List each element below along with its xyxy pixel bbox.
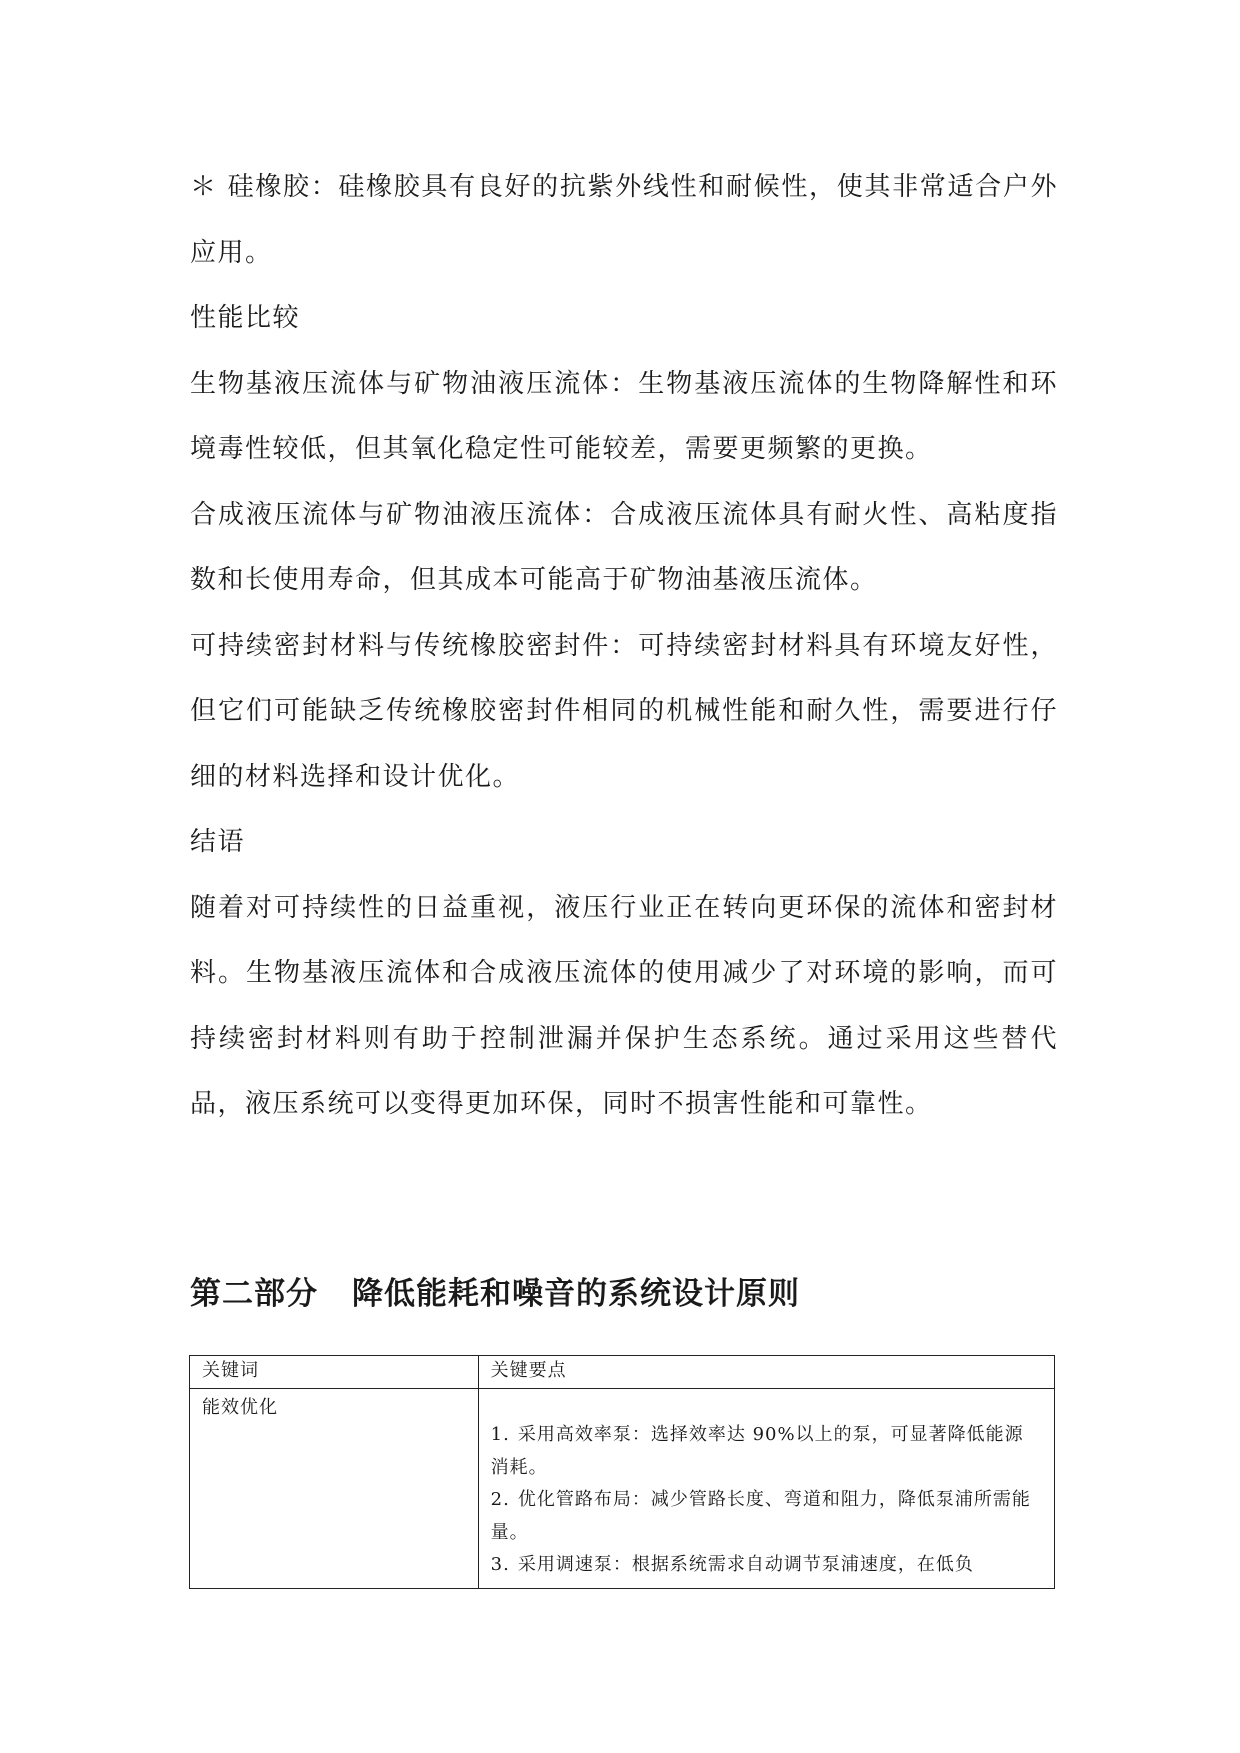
paragraph-silicone-rubber: ＊ 硅橡胶：硅橡胶具有良好的抗紫外线性和耐候性，使其非常适合户外应用。: [190, 172, 1058, 268]
section-title: 降低能耗和噪音的系统设计原则: [352, 1276, 800, 1312]
paragraph-conclusion: 随着对可持续性的日益重视，液压行业正在转向更环保的流体和密封材料。生物基液压流体和合成液压流体的使用减少了对环境的影响，而可持续密封材料则有助于控制泄漏并保护生态系统。通过采用这些替代品，液压系统可以变得更加环保，同时不损害性能和可靠性。: [190, 892, 1058, 1119]
table-row: [190, 1389, 1055, 1589]
section-part-label: 第二部分: [190, 1276, 318, 1312]
list-item-text: 优化管路布局：减少管路长度、弯道和阻力，降低泵浦所需能量。: [490, 1489, 1031, 1543]
paragraph-synthetic-vs-mineral: 合成液压流体与矿物油液压流体：合成液压流体具有耐火性、高粘度指数和长使用寿命，但其成本可能高于矿物油基液压流体。: [190, 499, 1058, 595]
key-points-table: [189, 1355, 1055, 1589]
subheading-performance-comparison: 性能比较: [190, 303, 301, 333]
table-cell-points: [478, 1389, 1054, 1589]
table-header-keyword: 关键词: [190, 1356, 479, 1389]
list-item: [491, 1549, 1042, 1582]
list-item-text: 采用调速泵：根据系统需求自动调节泵浦速度，在低负: [517, 1554, 974, 1575]
body-text: [190, 155, 1058, 1138]
table-header-row: [190, 1356, 1055, 1389]
list-item-number: 2.: [490, 1489, 510, 1510]
list-item-number: 1.: [490, 1424, 510, 1445]
table-cell-keyword: 能效优化: [190, 1389, 479, 1589]
section-heading: [190, 1268, 800, 1313]
table-header-key-points: 关键要点: [478, 1356, 1054, 1389]
subheading-conclusion: 结语: [190, 827, 246, 857]
list-item-text: 采用高效率泵：选择效率达 90%以上的泵，可显著降低能源消耗。: [490, 1424, 1024, 1478]
list-item-number: 3.: [490, 1554, 510, 1575]
list-item: [491, 1419, 1042, 1484]
paragraph-bio-vs-mineral: 生物基液压流体与矿物油液压流体：生物基液压流体的生物降解性和环境毒性较低，但其氧化稳定性可能较差，需要更频繁的更换。: [190, 368, 1058, 464]
list-item: [491, 1484, 1042, 1549]
points-list: [491, 1393, 1042, 1582]
paragraph-sustainable-seals: 可持续密封材料与传统橡胶密封件：可持续密封材料具有环境友好性，但它们可能缺乏传统橡胶密封件相同的机械性能和耐久性，需要进行仔细的材料选择和设计优化。: [190, 630, 1058, 792]
